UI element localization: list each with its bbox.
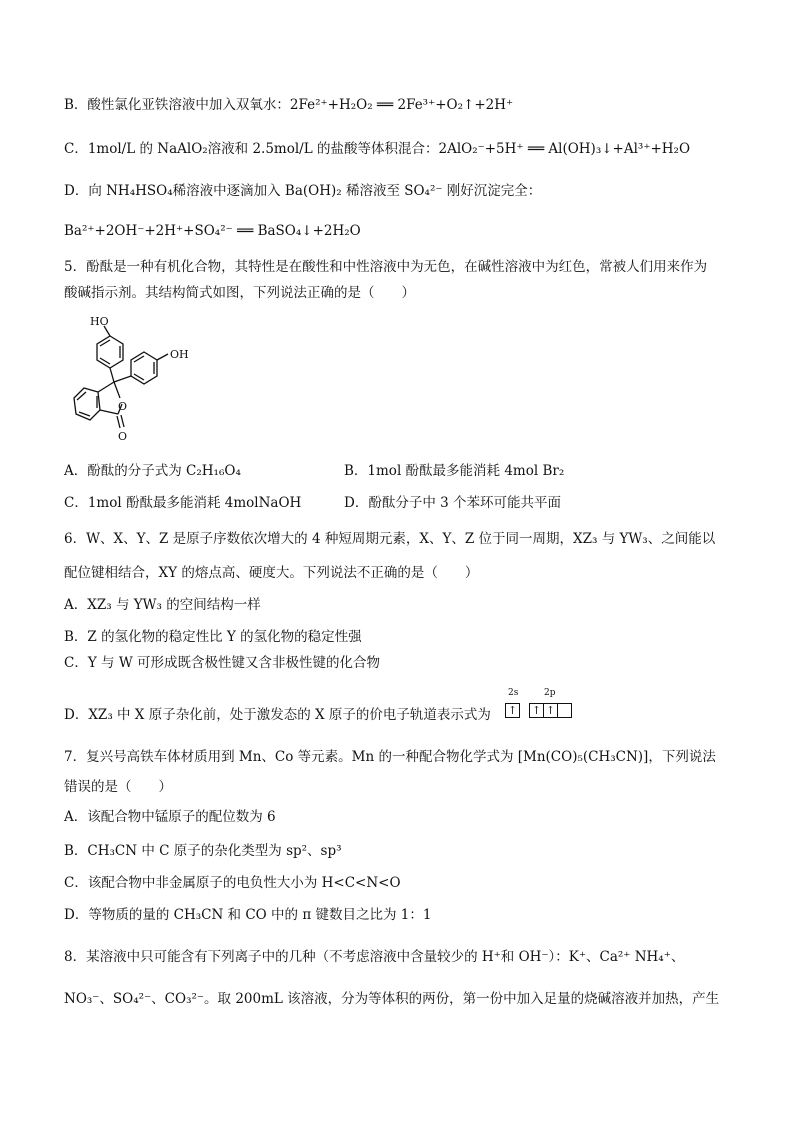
q7-option-d: D．等物质的量的 CH₃CN 和 CO 中的 π 键数目之比为 1：1 (64, 907, 432, 923)
q6-stem-line1: 6．W、X、Y、Z 是原子序数依次增大的 4 种短周期元素，X、Y、Z 位于同一周期，XZ₃ 与 YW₃、之间能以 (64, 531, 716, 547)
q6-option-a: A．XZ₃ 与 YW₃ 的空间结构一样 (64, 597, 261, 613)
q7-stem-line2: 错误的是（ ） (64, 779, 172, 795)
structure-ring-o-label: O (118, 400, 128, 413)
structure-carbonyl-o-label: O (118, 430, 128, 443)
orbital-2p-box-2: ↑ (543, 703, 558, 718)
q5-stem-line2: 酸碱指示剂。其结构简式如图，下列说法正确的是（ ） (64, 285, 415, 301)
orbital-2p-box-3 (557, 703, 572, 718)
q7-option-b: B．CH₃CN 中 C 原子的杂化类型为 sp²、sp³ (64, 843, 342, 859)
q5-option-d: D．酚酞分子中 3 个苯环可能共平面 (344, 495, 561, 511)
q6-option-d: D．XZ₃ 中 X 原子杂化前，处于激发态的 X 原子的价电子轨道表示式为 (64, 707, 491, 723)
q6-option-c: C．Y 与 W 可形成既含极性键又含非极性键的化合物 (64, 655, 380, 671)
q7-option-c: C．该配合物中非金属原子的电负性大小为 H<C<N<O (64, 875, 401, 891)
orbital-label-2s: 2s (508, 688, 519, 698)
q6-stem-line2: 配位键相结合，XY 的熔点高、硬度大。下列说法不正确的是（ ） (64, 565, 479, 581)
q4-option-d-equation: Ba²⁺+2OH⁻+2H⁺+SO₄²⁻ ══ BaSO₄↓+2H₂O (64, 223, 361, 239)
orbital-label-2p: 2p (544, 688, 556, 698)
orbital-2s-box: ↑ (505, 703, 520, 718)
q7-option-a: A．该配合物中锰原子的配位数为 6 (64, 809, 276, 825)
orbital-2p-box-1: ↑ (529, 703, 544, 718)
orbital-diagram (505, 701, 571, 719)
q7-stem-line1: 7．复兴号高铁车体材质用到 Mn、Co 等元素。Mn 的一种配合物化学式为 [Mn(CO)₅(CH₃CN)]，下列说法 (64, 749, 716, 765)
structure-oh-right-label: OH (170, 348, 189, 361)
phenolphthalein-structure (70, 310, 210, 450)
q5-option-b: B．1mol 酚酞最多能消耗 4mol Br₂ (344, 463, 565, 479)
q5-stem-line1: 5．酚酞是一种有机化合物，其特性是在酸性和中性溶液中为无色，在碱性溶液中为红色，常被人们用来作为 (64, 259, 708, 275)
q4-option-b: B．酸性氯化亚铁溶液中加入双氧水：2Fe²⁺+H₂O₂ ══ 2Fe³⁺+O₂↑+2H⁺ (64, 97, 514, 113)
q8-stem-line1: 8．某溶液中只可能含有下列离子中的几种（不考虑溶液中含量较少的 H⁺和 OH⁻）：K⁺、Ca²⁺ NH₄⁺、 (64, 949, 685, 965)
structure-oh-top-label: HO (90, 315, 109, 328)
q5-option-c: C．1mol 酚酞最多能消耗 4molNaOH (64, 495, 302, 511)
q5-option-a: A．酚酞的分子式为 C₂H₁₆O₄ (64, 463, 241, 479)
q4-option-c: C．1mol/L 的 NaAlO₂溶液和 2.5mol/L 的盐酸等体积混合：2AlO₂⁻+5H⁺ ══ Al(OH)₃↓+Al³⁺+H₂O (64, 141, 691, 157)
q4-option-d: D．向 NH₄HSO₄稀溶液中逐滴加入 Ba(OH)₂ 稀溶液至 SO₄²⁻ 刚好沉淀完全： (64, 183, 542, 199)
q8-stem-line2: NO₃⁻、SO₄²⁻、CO₃²⁻。取 200mL 该溶液，分为等体积的两份，第一份中加入足量的烧碱溶液并加热，产生 (64, 991, 720, 1007)
q6-option-b: B．Z 的氢化物的稳定性比 Y 的氢化物的稳定性强 (64, 629, 362, 645)
